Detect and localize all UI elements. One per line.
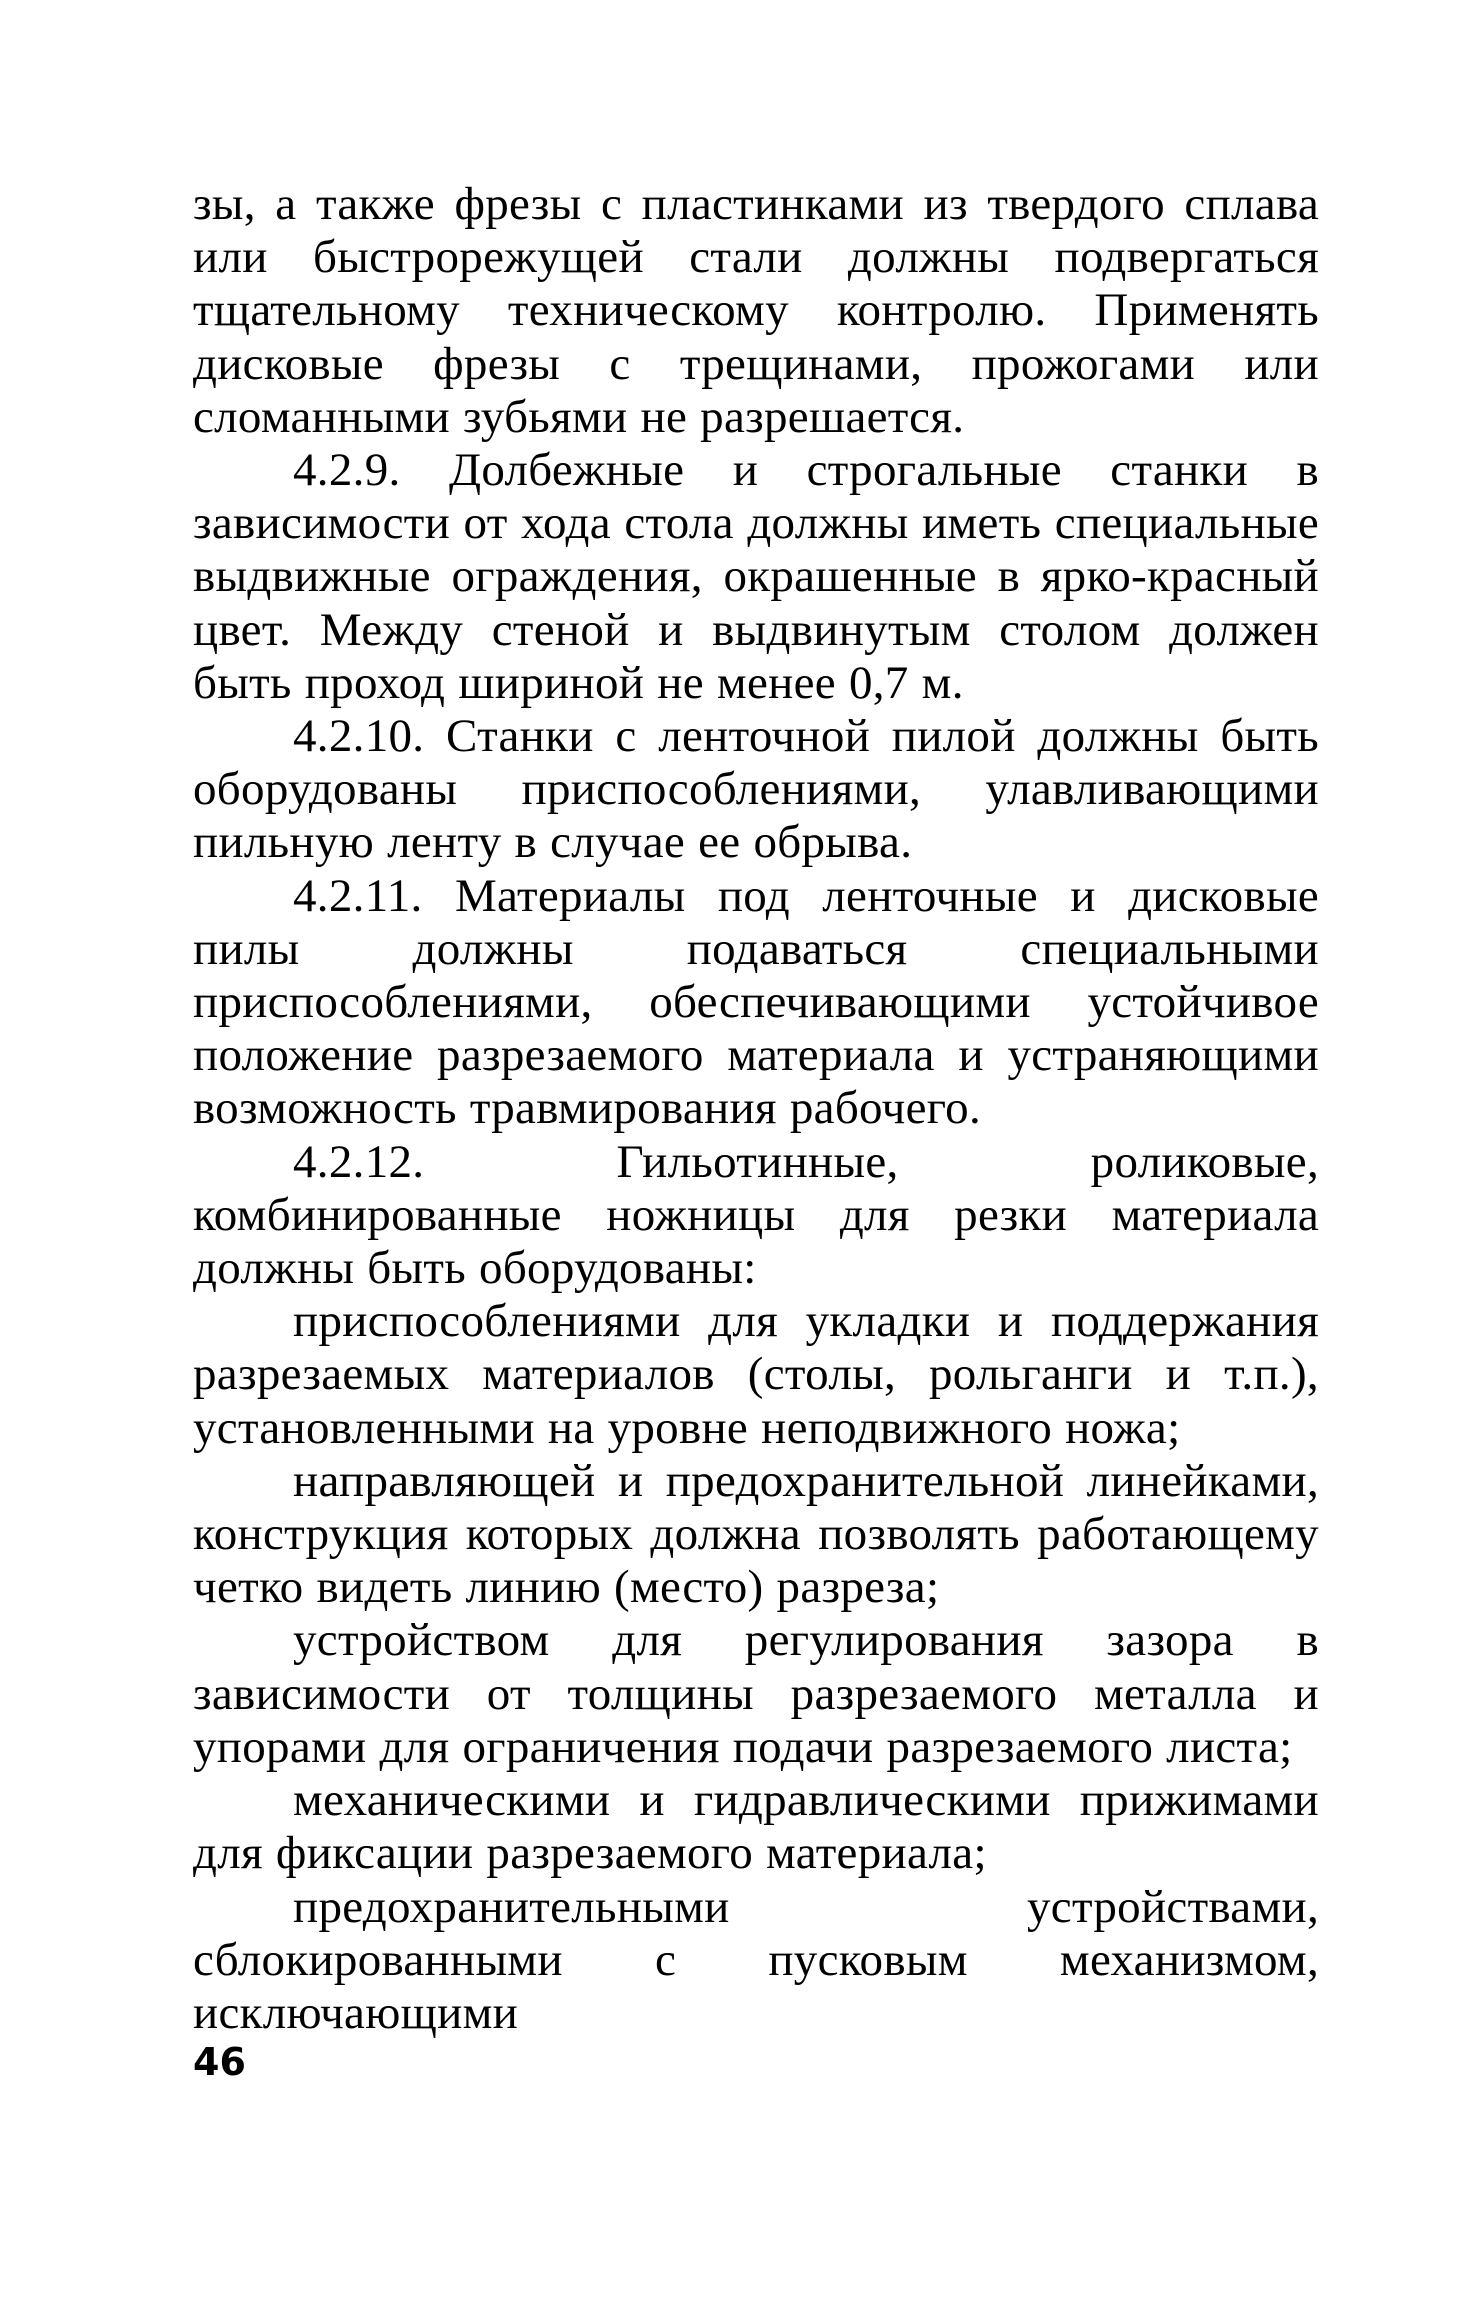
list-item: механическими и гидравлическими прижимами для фиксации разрезаемого материала; xyxy=(193,1774,1319,1880)
paragraph-4-2-12: 4.2.12. Гильотинные, роликовые, комбинированные ножницы для резки материала должны быть оборудованы: xyxy=(193,1135,1319,1295)
list-item: предохранительными устройствами, сблокированными с пусковым механизмом, исключающими xyxy=(193,1880,1319,2039)
page-number: 46 xyxy=(193,2040,246,2084)
paragraph-4-2-11: 4.2.11. Материалы под ленточные и дисковые пилы должны подаваться специальными приспособлениями, обеспечивающими устойчивое положение разрезаемого материала и устраняющими возможность травмирования рабочего. xyxy=(193,869,1319,1135)
paragraph-4-2-10: 4.2.10. Станки с ленточной пилой должны быть оборудованы приспособлениями, улавливающими пильную ленту в случае ее обрыва. xyxy=(193,710,1319,869)
paragraph-continuation: зы, а также фрезы с пластинками из твердого сплава или быстрорежущей стали должны подвергаться тщательному техническому контролю. Применять дисковые фрезы с трещинами, прожогами или сломанными зубьями не разрешается. xyxy=(193,178,1319,443)
paragraph-4-2-9: 4.2.9. Долбежные и строгальные станки в зависимости от хода стола должны иметь специальные выдвижные ограждения, окрашенные в ярко-красный цвет. Между стеной и выдвинутым столом должен быть проход шириной не менее 0,7 м. xyxy=(193,444,1319,709)
list-item: направляющей и предохранительной линейками, конструкция которых должна позволять работающему четко видеть линию (место) разреза; xyxy=(193,1454,1319,1614)
body-text xyxy=(193,178,1319,2040)
list-item: устройством для регулирования зазора в зависимости от толщины разрезаемого металла и упорами для ограничения подачи разрезаемого листа; xyxy=(193,1614,1319,1773)
list-item: приспособлениями для укладки и поддержания разрезаемых материалов (столы, рольганги и т.п.), установленными на уровне неподвижного ножа; xyxy=(193,1295,1319,1454)
